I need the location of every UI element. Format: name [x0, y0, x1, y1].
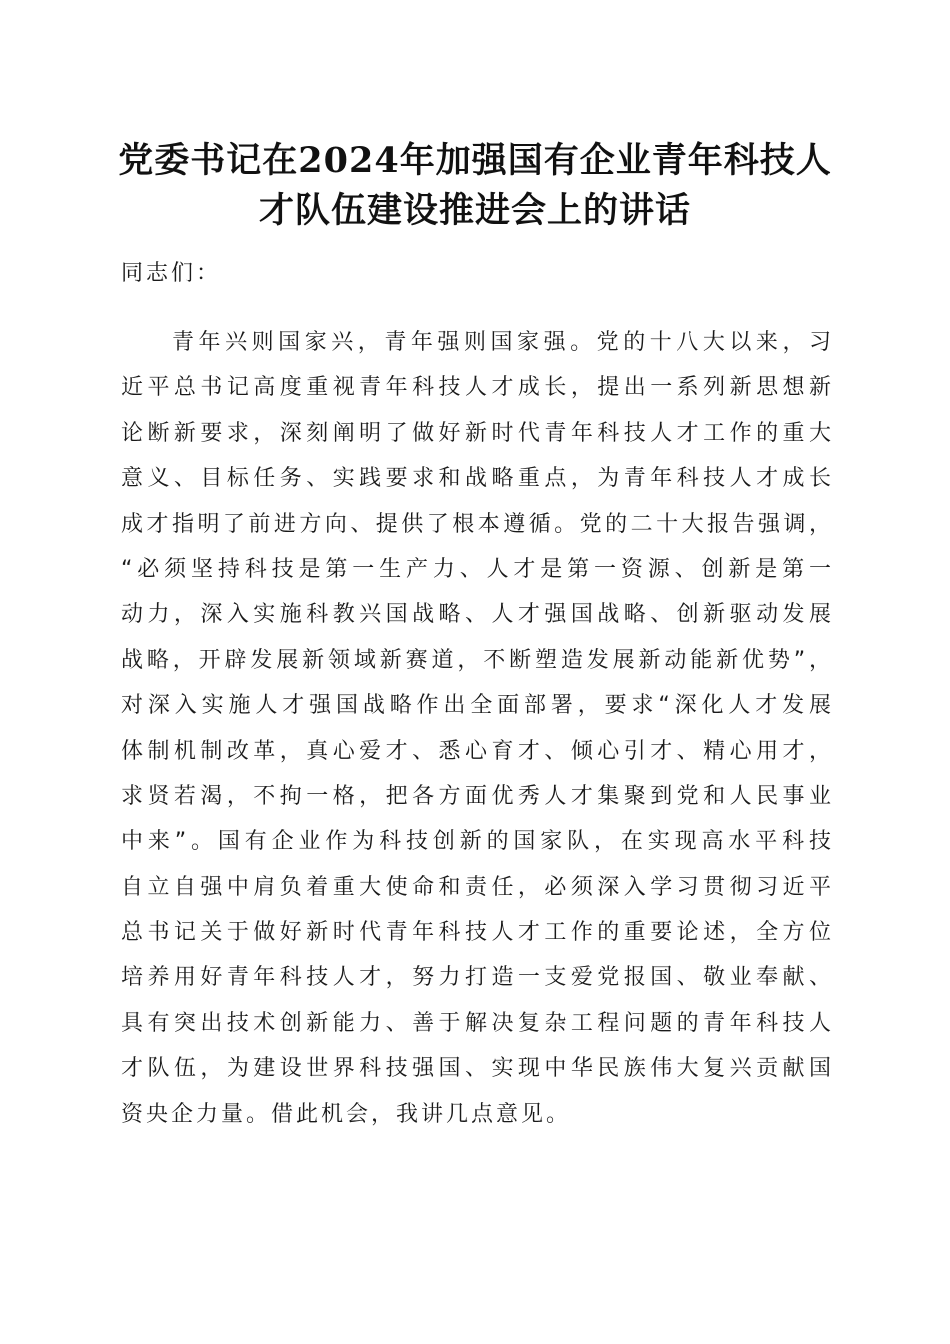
paragraph-line: 动力，深入实施科教兴国战略、人才强国战略、创新驱动发展 [121, 602, 831, 628]
paragraph-line: 成才指明了前进方向、提供了根本遵循。党的二十大报告强调， [121, 511, 831, 537]
paragraph-line: 意义、目标任务、实践要求和战略重点，为青年科技人才成长 [121, 466, 831, 492]
paragraph-line: 体制机制改革，真心爱才、悉心育才、倾心引才、精心用才， [121, 738, 831, 764]
salutation: 同志们： [121, 261, 222, 286]
body-paragraph [121, 320, 831, 1137]
paragraph-line: “必须坚持科技是第一生产力、人才是第一资源、创新是第一 [121, 556, 831, 582]
paragraph-line: 对深入实施人才强国战略作出全面部署，要求“深化人才发展 [121, 693, 831, 719]
document-title [100, 136, 850, 236]
paragraph-line: 中来”。国有企业作为科技创新的国家队，在实现高水平科技 [121, 829, 831, 855]
paragraph-line: 战略，开辟发展新领域新赛道，不断塑造发展新动能新优势”， [121, 647, 831, 673]
paragraph-line: 青年兴则国家兴，青年强则国家强。党的十八大以来，习 [172, 330, 831, 355]
paragraph-line: 论断新要求，深刻阐明了做好新时代青年科技人才工作的重大 [121, 420, 831, 446]
paragraph-line: 近平总书记高度重视青年科技人才成长，提出一系列新思想新 [121, 375, 831, 401]
paragraph-line: 自立自强中肩负着重大使命和责任，必须深入学习贯彻习近平 [121, 874, 831, 900]
paragraph-line: 总书记关于做好新时代青年科技人才工作的重要论述，全方位 [121, 920, 831, 946]
paragraph-line: 培养用好青年科技人才，努力打造一支爱党报国、敬业奉献、 [121, 965, 831, 991]
title-line-2: 才队伍建设推进会上的讲话 [258, 190, 691, 231]
paragraph-line: 才队伍，为建设世界科技强国、实现中华民族伟大复兴贡献国 [121, 1056, 831, 1082]
paragraph-line-last: 资央企力量。借此机会，我讲几点意见。 [121, 1101, 572, 1127]
title-line-1: 党委书记在2024年加强国有企业青年科技人 [118, 140, 832, 181]
paragraph-line: 求贤若渴，不拘一格，把各方面优秀人才集聚到党和人民事业 [121, 783, 831, 809]
paragraph-line: 具有突出技术创新能力、善于解决复杂工程问题的青年科技人 [121, 1010, 831, 1036]
